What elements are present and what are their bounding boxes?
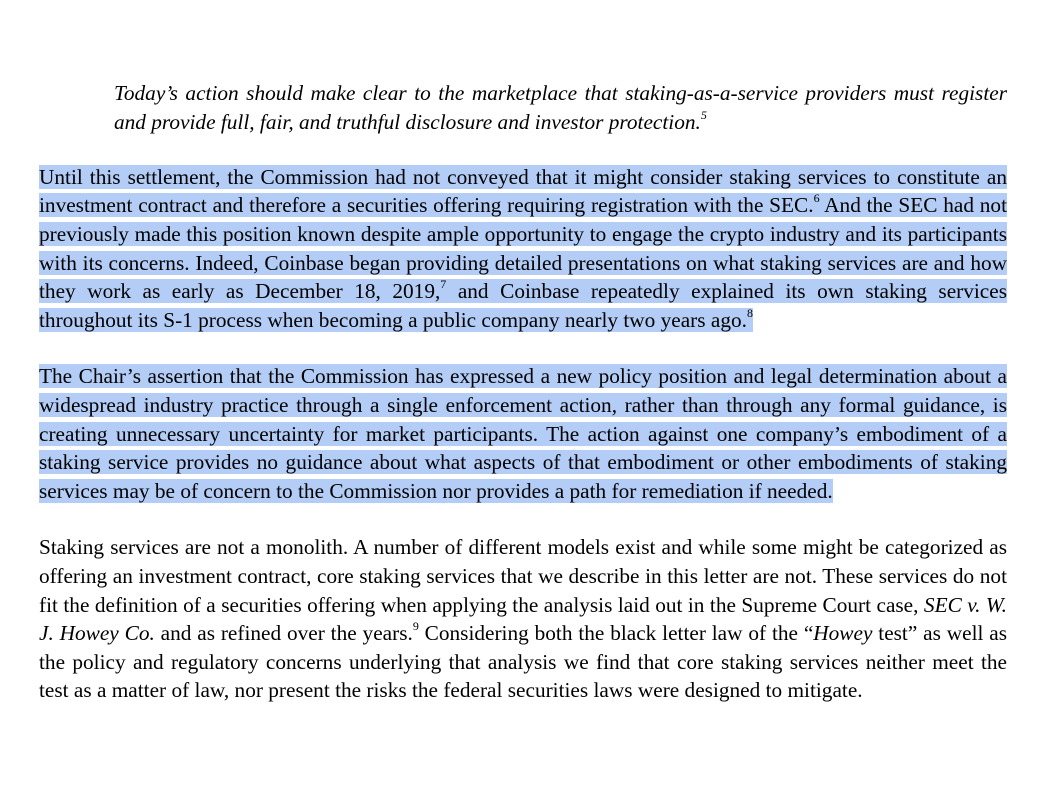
howey-term: Howey bbox=[813, 621, 873, 646]
paragraph-text: Staking services are not a monolith. A number of different models exist and while some might be categorized as offering an investment contract, core staking services that we describe in this letter are not. These services do not fit the definition of a securities offering when applying the analysis laid out in the Supreme Court case, bbox=[39, 535, 1007, 617]
paragraph-text: And the SEC had not previously made this position known despite ample opportunity to engage the crypto industry and its participants with its concerns. Indeed, Coinbase began providing detailed presentations on what staking services are and how they work as early as December 18, 2019, bbox=[39, 193, 1007, 304]
block-quote bbox=[114, 79, 1007, 136]
highlighted-text bbox=[39, 165, 1007, 332]
paragraph-text: test” as well as the policy and regulatory concerns underlying that analysis we find that core staking services neither meet the test as a matter of law, nor present the risks the federal securities laws were designed to mitigate. bbox=[39, 621, 1007, 703]
paragraph-settlement bbox=[39, 163, 1007, 335]
paragraph-text: and as refined over the years. bbox=[154, 621, 413, 646]
footnote-ref-9[interactable]: 9 bbox=[412, 619, 419, 634]
case-citation: SEC v. W. J. Howey Co. bbox=[39, 592, 1007, 646]
footnote-ref-5[interactable]: 5 bbox=[700, 107, 707, 122]
paragraph-staking-services bbox=[39, 533, 1007, 705]
document-page bbox=[39, 58, 1007, 733]
quote-text: Today’s action should make clear to the marketplace that staking-as-a-service providers must register and provide full, fair, and truthful disclosure and investor protection. bbox=[114, 81, 1007, 134]
footnote-ref-6[interactable]: 6 bbox=[813, 191, 820, 206]
footnote-ref-8[interactable]: 8 bbox=[746, 305, 753, 320]
paragraph-chair-assertion bbox=[39, 362, 1007, 505]
paragraph-text: and Coinbase repeatedly explained its own staking services throughout its S-1 process when becoming a public company nearly two years ago. bbox=[39, 279, 1007, 332]
footnote-ref-7[interactable]: 7 bbox=[440, 277, 447, 292]
paragraph-text: Until this settlement, the Commission had not conveyed that it might consider staking services to constitute an investment contract and therefore a securities offering requiring registration with the SEC. bbox=[39, 164, 1007, 218]
highlighted-text: The Chair’s assertion that the Commission has expressed a new policy position and legal determination about a widespread industry practice through a single enforcement action, rather than through any formal guidance, is creating unnecessary uncertainty for market participants. The action against one company’s embodiment of a staking service provides no guidance about what aspects of that embodiment or other embodiments of staking services may be of concern to the Commission nor provides a path for remediation if needed. bbox=[39, 364, 1007, 503]
paragraph-text: Considering both the black letter law of the “ bbox=[418, 621, 814, 646]
